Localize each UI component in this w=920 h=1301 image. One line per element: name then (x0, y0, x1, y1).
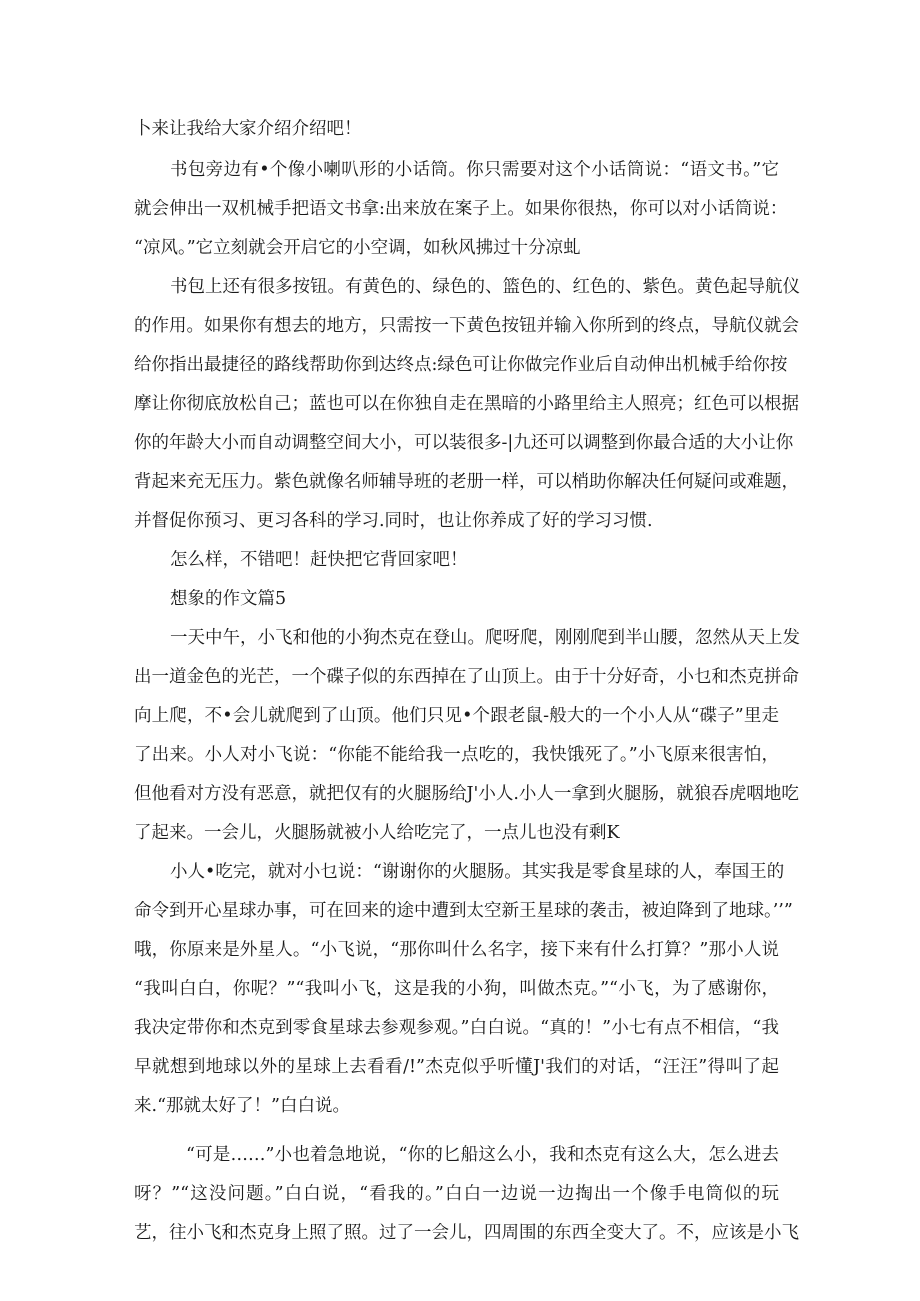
text-line: 摩让你彻底放松自己；蓝也可以在你独自走在黑暗的小路里给主人照亮；红色可以根据 (134, 394, 799, 414)
text-line: 出一道金色的光芒，一个碟子似的东西掉在了山顶上。由于十分好奇，小乜和杰克拼命 (134, 667, 799, 687)
text-line: 并督促你预习、更习各科的学习.同时，也让你养成了好的学习习惯. (134, 511, 653, 531)
text-line: 我决定带你和杰克到零食星球去参观参观。”白白说。“真的！”小七有点不相信，“我 (134, 1018, 779, 1038)
text-line: 卜来让我给大家介绍介绍吧！ (134, 119, 362, 139)
text-line: 怎么样，不错吧！赶快把它背回家吧！ (170, 550, 468, 570)
text-line: 命令到开心星球办事，可在回来的途中遭到太空新王星球的袭击，被迫降到了地球。’’” (134, 901, 793, 921)
section-heading: 想象的作文篇5 (170, 589, 287, 609)
text-line: 早就想到地球以外的星球上去看看/!”杰克似乎听懂J'我们的对话，“汪汪”得叫了起 (134, 1057, 779, 1077)
text-line: 你的年龄大小而自动调整空间大小，可以装很多-|九还可以调整到你最合适的大小让你 (134, 433, 794, 453)
text-line: “可是……”小也着急地说，“你的匕船这么小，我和杰克有这么大，怎么进去 (186, 1145, 779, 1165)
text-line: 向上爬，不•会儿就爬到了山顶。他们只见•个跟老鼠-般大的一个小人从“碟子”里走 (134, 706, 779, 726)
text-line: 书包旁边有•个像小喇叭形的小话筒。你只需要对这个小话筒说：“语文书。”它 (170, 160, 779, 180)
text-line: 一天中午，小飞和他的小狗杰克在登山。爬呀爬，刚刚爬到半山腰，忽然从天上发 (170, 628, 800, 648)
text-line: 书包上还有很多按钮。有黄色的、绿色的、篮色的、红色的、紫色。黄色起导航仪 (170, 277, 800, 297)
text-line: 艺，往小飞和杰克身上照了照。过了一会儿，四周围的东西全变大了。不，应该是小飞 (134, 1223, 799, 1243)
text-line: 了出来。小人对小飞说：“你能不能给我一点吃的，我快饿死了。”小飞原来很害怕， (134, 745, 779, 765)
text-line: “我叫白白，你呢？”“我叫小飞，这是我的小狗，叫做杰克。”“小飞，为了感谢你， (134, 979, 779, 999)
text-line: 的作用。如果你有想去的地方，只需按一下黄色按钮并输入你所到的终点，导航仪就会 (134, 316, 799, 336)
text-line: 背起来充无压力。紫色就像名师辅导班的老册一样，可以梢助你解决任何疑问或难题， (134, 472, 799, 492)
text-line: 了起来。一会儿，火腿肠就被小人给吃完了，一点儿也没有剩K (134, 823, 620, 843)
text-line: “凉风。”它立刻就会开启它的小空调，如秋风拂过十分凉虬 (134, 238, 581, 258)
text-line: 来.“那就太好了！”白白说。 (134, 1096, 350, 1116)
text-line: 呀？”“这没问题。”白白说，“看我的。”白白一边说一边掏出一个像手电筒似的玩 (134, 1184, 779, 1204)
text-line: 哦，你原来是外星人。“小飞说，“那你叫什么名字，接下来有什么打算？”那小人说 (134, 940, 779, 960)
text-line: 但他看对方没有恶意，就把仅有的火腿肠给J'小人.小人一拿到火腿肠，就狼吞虎咽地吃 (134, 784, 799, 804)
text-line: 给你指出最捷径的路线帮助你到达终点:绿色可让你做完作业后自动伸出机械手给你按 (134, 355, 788, 375)
text-line: 就会伸出一双机械手把语文书拿:出来放在案子上。如果你很热，你可以对小话筒说： (134, 199, 788, 219)
text-line: 小人•吃完，就对小乜说：“谢谢你的火腿肠。其实我是零食星球的人，奉国王的 (170, 862, 785, 882)
